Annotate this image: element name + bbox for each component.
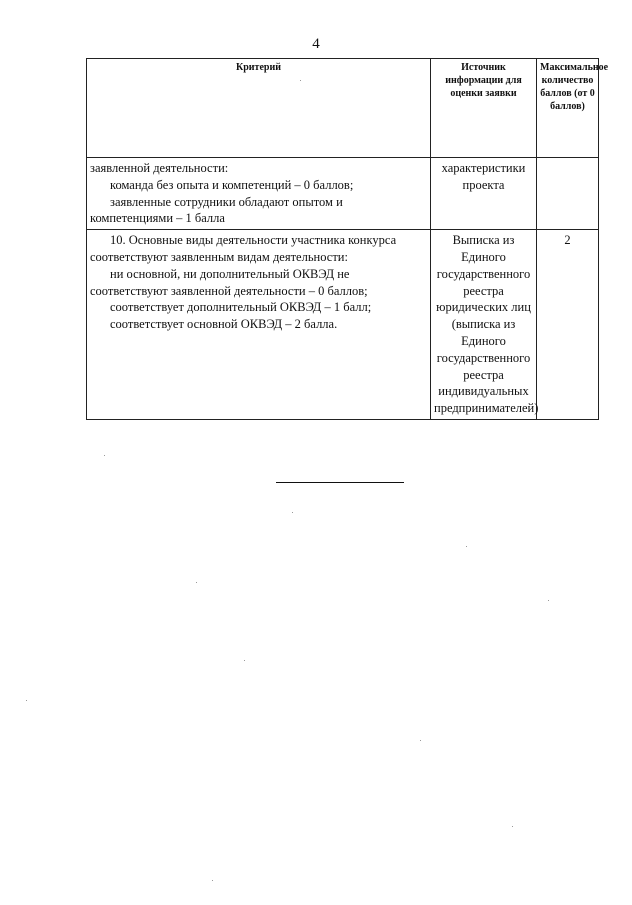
page-number: 4 xyxy=(312,36,320,52)
scan-speck xyxy=(292,512,293,513)
criterion-line: ни основной, ни дополнительный ОКВЭД не xyxy=(110,266,350,281)
scan-speck xyxy=(466,546,467,547)
criterion-line: команда без опыта и компетенций – 0 баллов; xyxy=(110,177,354,192)
criterion-line: соответствует основной ОКВЭД – 2 балла. xyxy=(110,317,338,332)
criterion-line: компетенциями – 1 балла xyxy=(90,211,225,226)
table-header-row xyxy=(87,59,599,158)
row-2-source: Выписка из Единого государственного реестра юридических лиц (выписка из Единого государственного реестра индивидуальных предпринимателей) xyxy=(431,230,537,420)
scan-speck xyxy=(420,740,421,741)
scan-speck xyxy=(104,455,105,456)
row-2-max-score: 2 xyxy=(537,230,599,420)
row-1-max-score xyxy=(537,158,599,230)
row-2-criterion xyxy=(87,230,431,420)
scan-speck xyxy=(212,880,213,881)
scan-speck xyxy=(196,582,197,583)
header-criterion: Критерий xyxy=(87,59,431,158)
scan-speck xyxy=(244,660,245,661)
signature-line xyxy=(276,482,404,483)
criterion-line: заявленной деятельности: xyxy=(90,161,229,175)
criterion-line: 10. Основные виды деятельности участника конкурса xyxy=(110,233,397,248)
row-1-criterion xyxy=(87,158,431,230)
scan-speck xyxy=(26,700,27,701)
table-row xyxy=(87,158,599,230)
criterion-line: соответствуют заявленным видам деятельности: xyxy=(90,249,348,264)
criterion-line: соответствует дополнительный ОКВЭД – 1 балл; xyxy=(110,300,372,315)
header-max-score: Максимальное количество баллов (от 0 баллов) xyxy=(537,59,599,158)
criterion-line: заявленные сотрудники обладают опытом и xyxy=(110,194,343,209)
table-row xyxy=(87,230,599,420)
row-1-source: характеристики проекта xyxy=(431,158,537,230)
scan-speck xyxy=(512,826,513,827)
criterion-line: соответствуют заявленной деятельности – 0 баллов; xyxy=(90,283,368,298)
scan-speck xyxy=(548,600,549,601)
header-source: Источник информации для оценки заявки xyxy=(431,59,537,158)
criteria-table xyxy=(86,58,609,420)
scan-speck xyxy=(300,80,301,81)
